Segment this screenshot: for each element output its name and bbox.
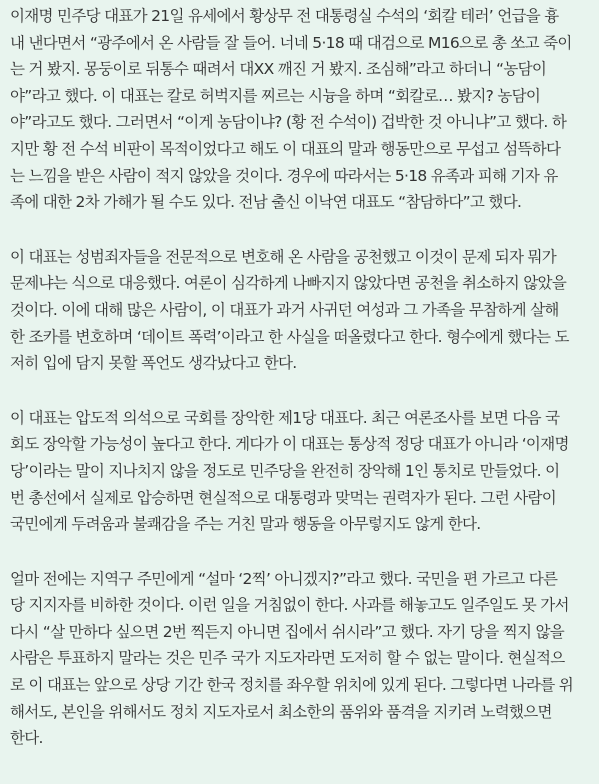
text-line: 저히 입에 담지 못할 폭언도 생각났다고 한다. <box>10 354 297 373</box>
text-line: 번 총선에서 실제로 압승하면 현실적으로 대통령과 맞먹는 권력자가 된다. 그런 사람이 <box>10 488 557 507</box>
text-line: 회도 장악할 가능성이 높다고 한다. 게다가 이 대표는 통상적 정당 대표가 아니라 ‘이재명 <box>10 435 569 454</box>
text-line: 당’이라는 말이 지나치지 않을 정도로 민주당을 완전히 장악해 1인 통치로 만들었다. 이 <box>10 461 560 480</box>
text-line: 이 대표는 성범죄자들을 전문적으로 변호해 온 사람을 공천했고 이것이 문제 되자 뭐가 <box>10 247 557 266</box>
paragraph-4 <box>10 566 589 752</box>
text-line: 한 조카를 변호하며 ‘데이트 폭력’이라고 한 사실을 떠올렸다고 한다. 형수에게 했다는 도 <box>10 327 569 346</box>
text-line: 는 느낌을 받은 사람이 적지 않았을 것이다. 경우에 따라서는 5·18 유족과 피해 기자 유 <box>10 166 558 185</box>
text-line: 야”라고 했다. 이 대표는 칼로 허벅지를 찌르는 시늉을 하며 “회칼로… 봤지? 농담이 <box>10 86 541 105</box>
text-line: 당 지지자를 비하한 것이다. 이런 일을 거침없이 한다. 사과를 해놓고도 일주일도 못 가서 <box>10 596 569 615</box>
text-line: 한다. <box>10 729 43 748</box>
paragraph-1 <box>10 3 589 216</box>
paragraph-2 <box>10 244 589 377</box>
text-line: 것이다. 이에 대해 많은 사람이, 이 대표가 과거 사귀던 여성과 그 가족을 무참하게 살해 <box>10 300 559 319</box>
text-line: 다시 “살 만하다 싶으면 2번 찍든지 아니면 집에서 쉬시라”고 했다. 자기 당을 찍지 않을 <box>10 622 565 641</box>
text-line: 해서도, 본인을 위해서도 정치 지도자로서 최소한의 품위와 품격을 지키려 노력했으면 <box>10 702 552 721</box>
paragraph-3 <box>10 405 589 538</box>
text-line: 얼마 전에는 지역구 주민에게 “설마 ‘2찍’ 아니겠지?”라고 했다. 국민을 편 가르고 다른 <box>10 569 558 588</box>
text-line: 는 거 봤지. 몽둥이로 뒤통수 때려서 대XX 깨진 거 봤지. 조심해”라고 하더니 “농담이 <box>10 60 547 79</box>
text-line: 국민에게 두려움과 불쾌감을 주는 거친 말과 행동을 아무렇지도 않게 한다. <box>10 515 481 534</box>
text-line: 야”라고도 했다. 그러면서 “이게 농담이냐? (황 전 수석이) 겁박한 것 아니냐”고 했다. 하 <box>10 113 567 132</box>
text-line: 이재명 민주당 대표가 21일 유세에서 황상무 전 대통령실 수석의 ‘회칼 테러’ 언급을 흉 <box>10 7 559 25</box>
text-line: 로 이 대표는 앞으로 상당 기간 한국 정치를 좌우할 위치에 있게 된다. 그렇다면 나라를 위 <box>10 676 573 695</box>
text-line: 족에 대한 2차 가해가 될 수도 있다. 전남 출신 이낙연 대표도 “참담하다”고 했다. <box>10 193 522 212</box>
text-line: 사람은 투표하지 말라는 것은 민주 국가 지도자라면 도저히 할 수 없는 말이다. 현실적으 <box>10 649 565 668</box>
text-line: 문제냐는 식으로 대응했다. 여론이 심각하게 나빠지지 않았다면 공천을 취소하지 않았을 <box>10 274 567 293</box>
text-line: 지만 황 전 수석 비판이 목적이었다고 해도 이 대표의 말과 행동만으로 무섭고 섬뜩하다 <box>10 139 561 158</box>
text-line: 이 대표는 압도적 의석으로 국회를 장악한 제1당 대표다. 최근 여론조사를 보면 다음 국 <box>10 408 560 427</box>
text-line: 내 낸다면서 “광주에서 온 사람들 잘 들어. 너네 5·18 때 대검으로 M16으로 총 쏘고 죽이 <box>10 33 572 52</box>
